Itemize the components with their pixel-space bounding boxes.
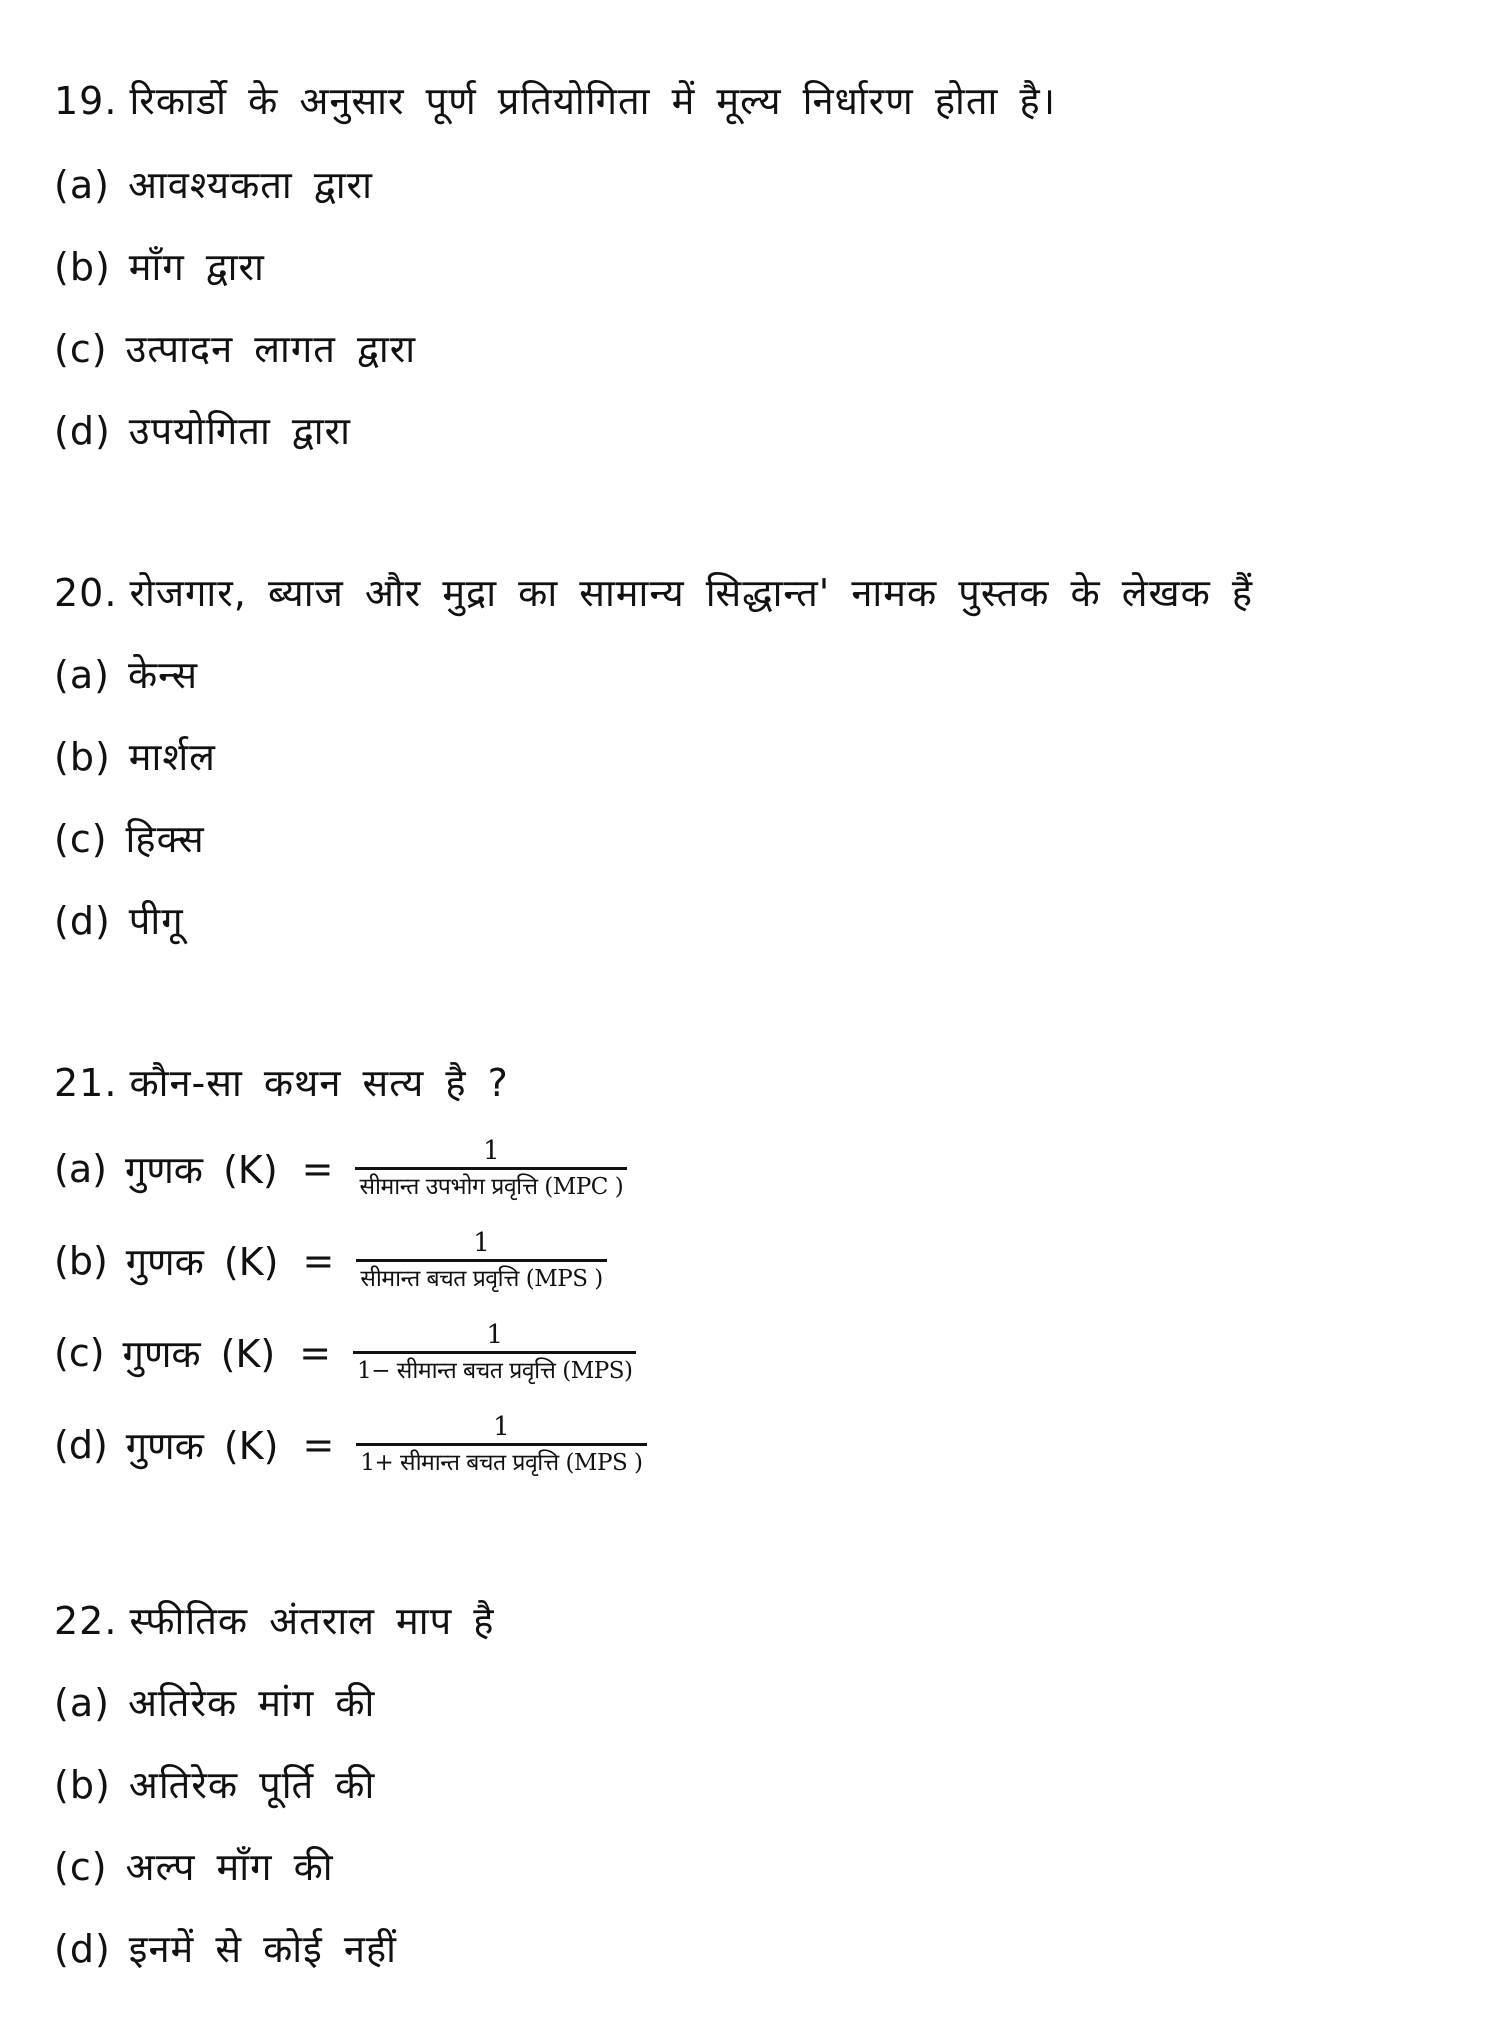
denominator: 1+ सीमान्त बचत प्रवृत्ति (MPS ) xyxy=(360,1449,643,1476)
option-22d[interactable] xyxy=(54,1924,397,1974)
option-label: (a) xyxy=(54,163,110,207)
option-text: पीगू xyxy=(128,899,184,943)
option-text: उत्पादन लागत द्वारा xyxy=(125,327,417,371)
option-label: (a) xyxy=(54,1147,107,1191)
option-label: (c) xyxy=(54,817,108,861)
option-text: अल्प माँग की xyxy=(125,1845,334,1889)
option-label: (d) xyxy=(54,1927,111,1971)
question-text: रोजगार, ब्याज और मुद्रा का सामान्य सिद्धान्त' नामक पुस्तक के लेखक हैं xyxy=(129,571,1254,615)
question-number: 22. xyxy=(54,1599,118,1643)
option-label: (a) xyxy=(54,1681,110,1725)
option-22c[interactable] xyxy=(54,1842,334,1892)
option-text: आवश्यकता द्वारा xyxy=(127,163,373,207)
multiplier-label: गुणक (K) xyxy=(125,1424,279,1468)
multiplier-label: गुणक (K) xyxy=(125,1240,279,1284)
denominator: 1− सीमान्त बचत प्रवृत्ति (MPS) xyxy=(357,1357,633,1384)
option-label: (c) xyxy=(54,1331,105,1375)
denominator: सीमान्त बचत प्रवृत्ति (MPS ) xyxy=(360,1265,603,1292)
option-19c[interactable] xyxy=(54,324,416,374)
question-number: 21. xyxy=(54,1061,118,1105)
question-number: 20. xyxy=(54,571,118,615)
question-22 xyxy=(54,1596,494,1646)
option-text: उपयोगिता द्वारा xyxy=(128,409,351,453)
equals-sign: = xyxy=(299,1331,332,1375)
option-19a[interactable] xyxy=(54,160,373,210)
fraction xyxy=(356,1411,646,1480)
option-21a[interactable] xyxy=(54,1124,627,1214)
option-20a[interactable] xyxy=(54,650,198,700)
denominator: सीमान्त उपभोग प्रवृत्ति (MPC ) xyxy=(359,1173,624,1200)
option-label: (c) xyxy=(54,1845,108,1889)
option-text: मार्शल xyxy=(128,735,216,779)
option-19b[interactable] xyxy=(54,242,265,292)
fraction xyxy=(356,1227,606,1296)
option-label: (b) xyxy=(54,1239,108,1283)
fraction xyxy=(353,1319,636,1388)
option-label: (b) xyxy=(54,245,111,289)
option-text: माँग द्वारा xyxy=(128,245,265,289)
option-label: (d) xyxy=(54,409,111,453)
option-20b[interactable] xyxy=(54,732,216,782)
option-text: केन्स xyxy=(127,653,199,697)
equals-sign: = xyxy=(301,1147,334,1191)
option-20d[interactable] xyxy=(54,896,184,946)
option-22a[interactable] xyxy=(54,1678,375,1728)
numerator: 1 xyxy=(493,1411,510,1442)
option-text: इनमें से कोई नहीं xyxy=(128,1927,397,1971)
question-19 xyxy=(54,76,1056,126)
option-21d[interactable] xyxy=(54,1400,647,1490)
option-22b[interactable] xyxy=(54,1760,375,1810)
question-text: कौन-सा कथन सत्य है ? xyxy=(129,1061,509,1105)
numerator: 1 xyxy=(473,1227,490,1258)
multiplier-label: गुणक (K) xyxy=(124,1148,278,1192)
option-text: हिक्स xyxy=(125,817,205,861)
option-label: (b) xyxy=(54,1763,111,1807)
option-label: (a) xyxy=(54,653,110,697)
numerator: 1 xyxy=(486,1319,504,1350)
option-20c[interactable] xyxy=(54,814,205,864)
option-label: (d) xyxy=(54,899,111,943)
question-20 xyxy=(54,568,1253,618)
option-text: अतिरेक मांग की xyxy=(127,1681,376,1725)
option-label: (b) xyxy=(54,735,111,779)
option-19d[interactable] xyxy=(54,406,351,456)
numerator: 1 xyxy=(483,1135,500,1166)
option-21c[interactable] xyxy=(54,1308,636,1398)
option-label: (c) xyxy=(54,327,108,371)
equals-sign: = xyxy=(302,1423,335,1467)
fraction xyxy=(355,1135,627,1204)
multiplier-label: गुणक (K) xyxy=(122,1332,276,1376)
question-text: रिकार्डो के अनुसार पूर्ण प्रतियोगिता में मूल्य निर्धारण होता है। xyxy=(129,79,1057,123)
question-number: 19. xyxy=(54,79,118,123)
option-label: (d) xyxy=(54,1423,108,1467)
question-21 xyxy=(54,1058,509,1108)
option-text: अतिरेक पूर्ति की xyxy=(128,1763,376,1807)
equals-sign: = xyxy=(302,1239,335,1283)
question-text: स्फीतिक अंतराल माप है xyxy=(129,1599,495,1643)
option-21b[interactable] xyxy=(54,1216,607,1306)
